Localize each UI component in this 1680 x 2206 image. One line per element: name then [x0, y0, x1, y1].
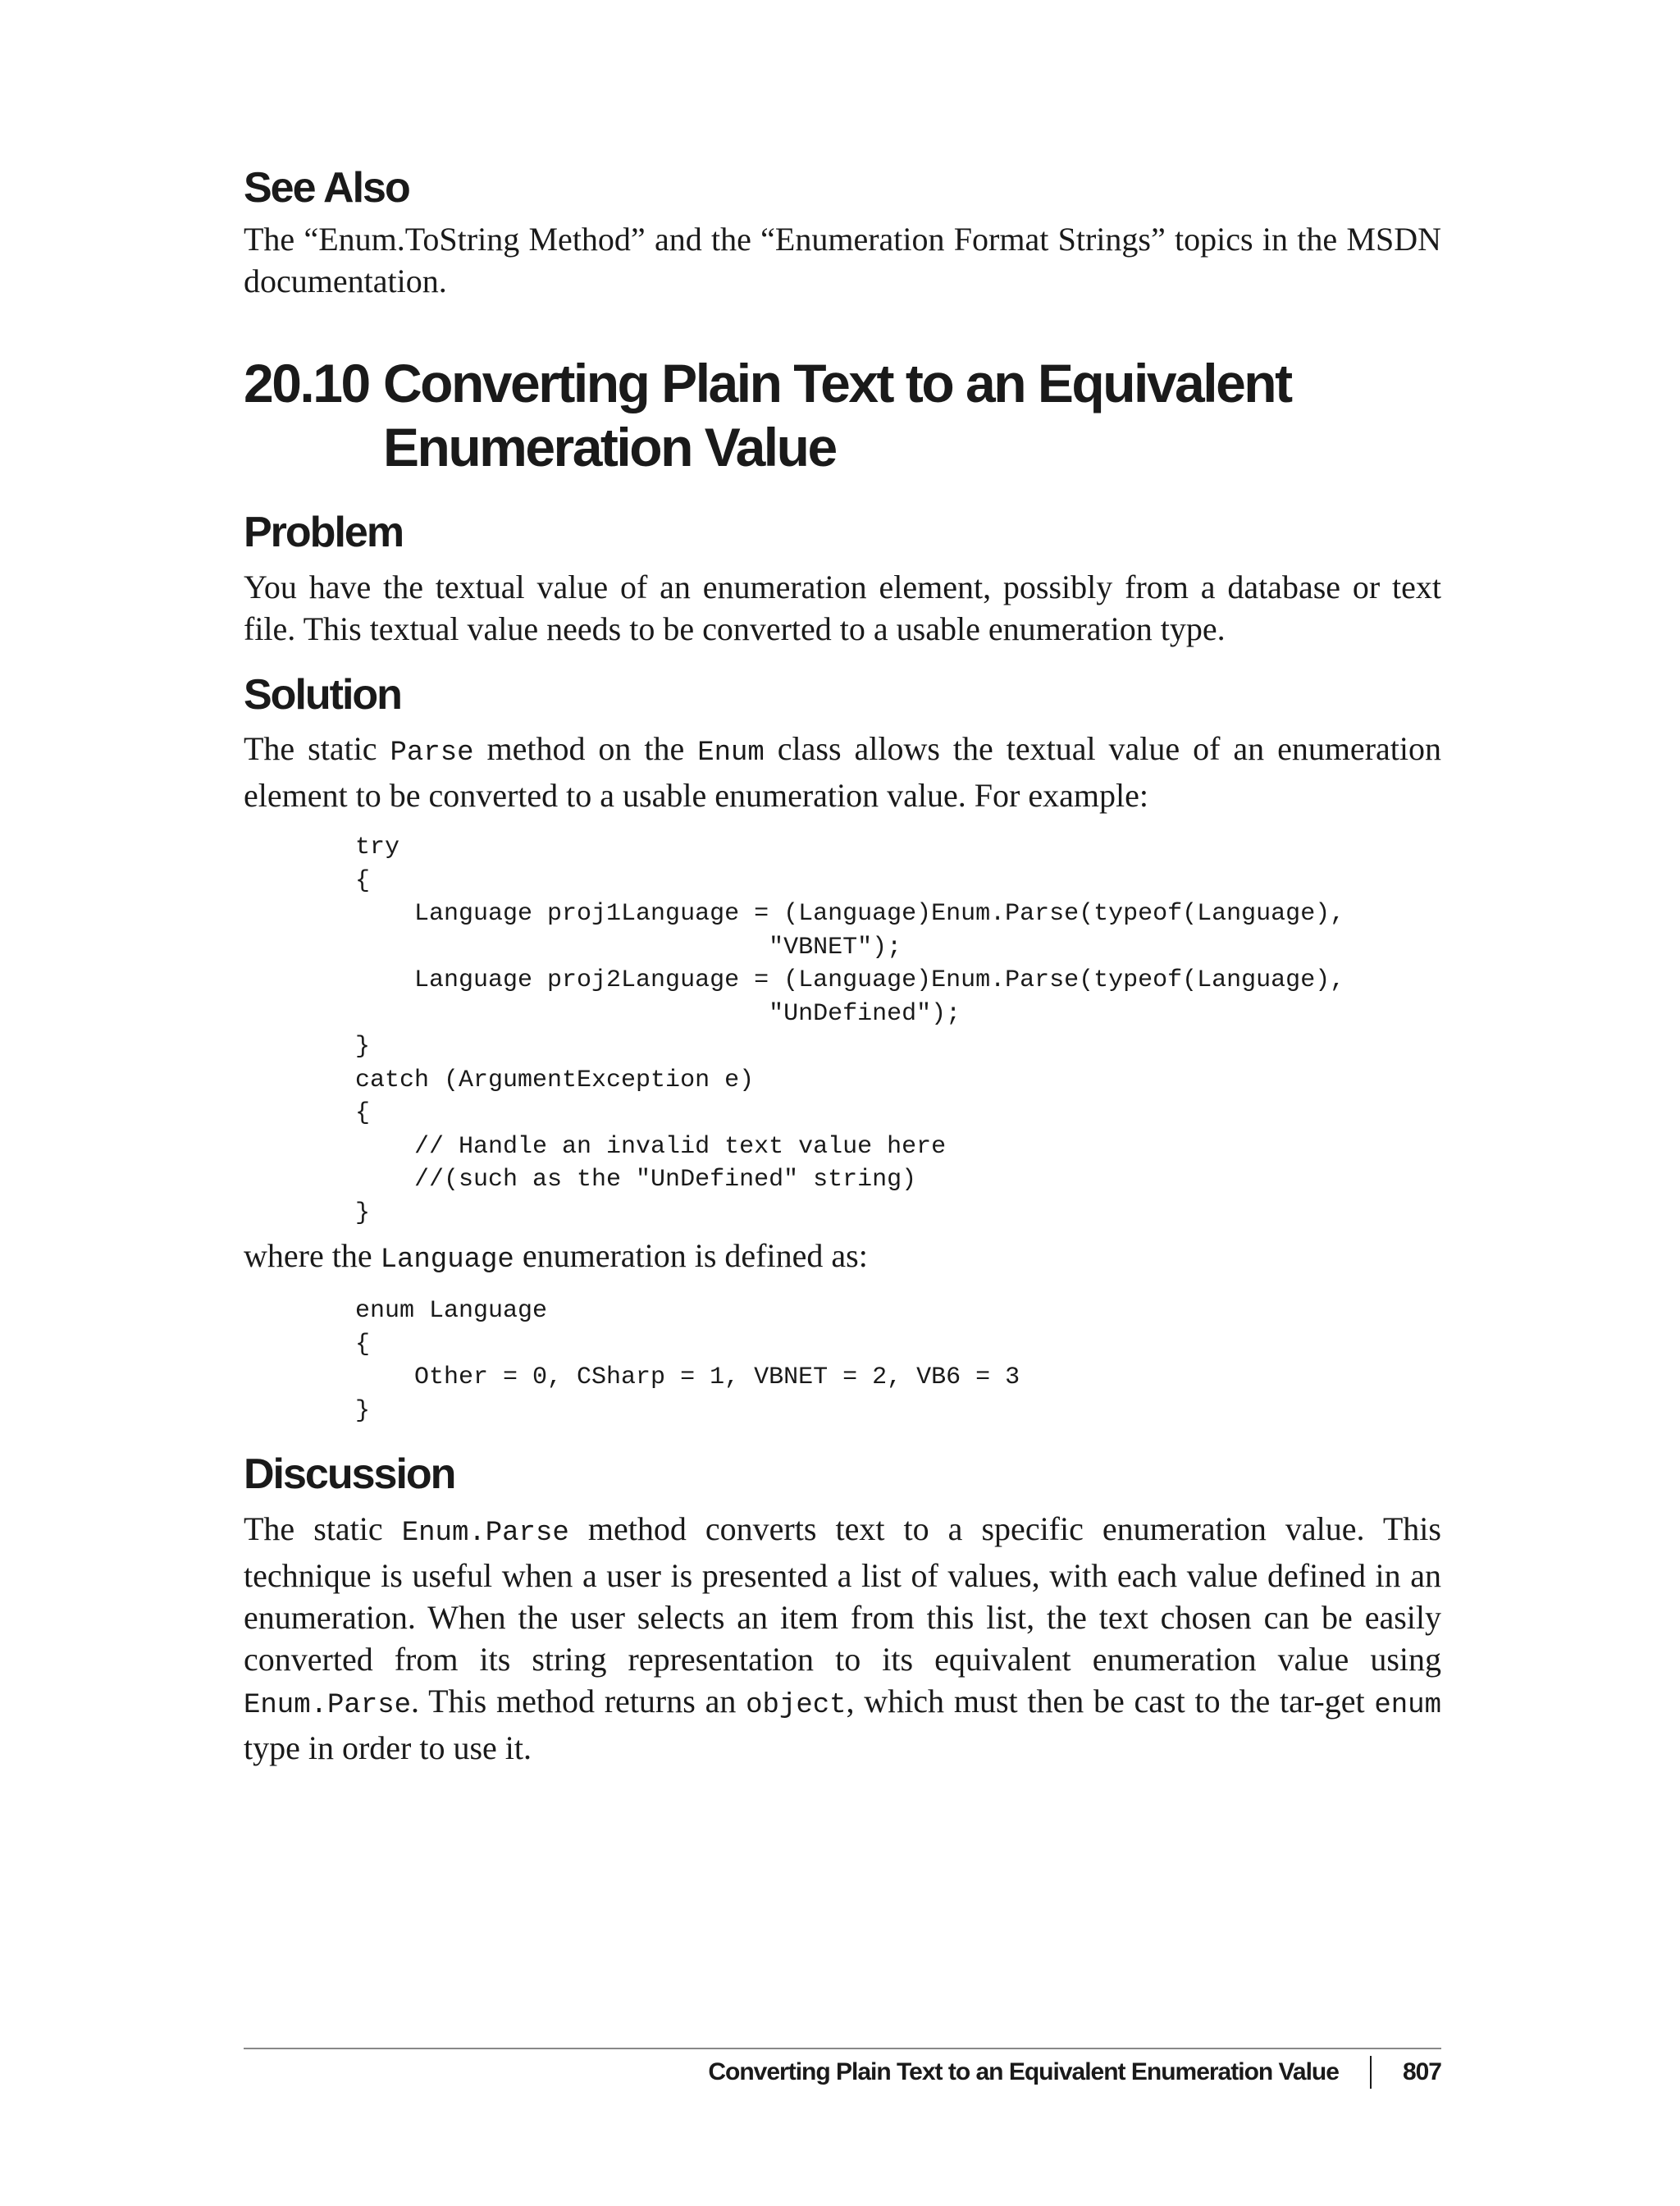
where-text: [244, 1235, 1441, 1281]
discussion-text: [244, 1508, 1441, 1769]
code-block-enum-definition: enum Language { Other = 0, CSharp = 1, VBNET = 2, VB6 = 3 }: [355, 1297, 1020, 1425]
discussion-text-1: The static: [244, 1510, 402, 1548]
discussion-code-enum-parse-2: Enum.Parse: [244, 1690, 412, 1722]
section-number: 20.10: [244, 352, 369, 413]
code-block-try-parse: try { Language proj1Language = (Language)Enum.Parse(typeof(Language), "VBNET"); Language proj2Language = (Language)Enum.Parse(typeof(Language), "UnDefined"); } catch (ArgumentException e) { // Handle an invalid text value here //(such as the "UnDefined" string) }: [355, 834, 1345, 1227]
footer-separator: [1370, 2056, 1372, 2089]
problem-text: You have the textual value of an enumeration element, possibly from a database or text file. This textual value needs to be converted to a usable enumeration type.: [244, 568, 1441, 647]
section-title: [244, 351, 1441, 479]
section-title-text: [383, 351, 1291, 479]
see-also-heading: See Also: [244, 164, 409, 212]
section-title-line-1: Converting Plain Text to an Equivalent: [383, 352, 1291, 413]
solution-intro-text-2: method on the: [473, 730, 698, 768]
discussion-text-4: , which must then be cast to the tar-get: [846, 1683, 1375, 1720]
solution-intro-text-1: The static: [244, 730, 390, 768]
discussion-text-3: . This method returns an: [411, 1683, 746, 1720]
discussion-heading: Discussion: [244, 1450, 455, 1499]
solution-intro-text-3: class allows the textual value of an enumeration element to be converted to a usable enumeration value. For example:: [244, 730, 1441, 815]
discussion-code-object: object: [746, 1690, 847, 1722]
solution-intro-code-enum: Enum: [697, 738, 765, 770]
page-number: 807: [1402, 2058, 1441, 2085]
discussion-code-enum-parse-1: Enum.Parse: [401, 1518, 569, 1550]
where-code-language: Language: [380, 1245, 514, 1277]
solution-intro-code-parse: Parse: [390, 738, 474, 770]
footer-title: Converting Plain Text to an Equivalent Enumeration Value: [708, 2058, 1339, 2085]
discussion-code-enum: enum: [1374, 1690, 1441, 1722]
discussion-text-2: method converts text to a specific enumeration value. This technique is useful when a user is presented a list of values, with each value defined in an enumeration. When the user selects an item from this list, the text chosen can be easily converted from its string representation to its equivalent enumeration value using: [244, 1510, 1441, 1678]
problem-heading: Problem: [244, 508, 404, 556]
where-text-2: enumeration is defined as:: [514, 1237, 868, 1275]
solution-heading: Solution: [244, 670, 401, 719]
discussion-text-5: type in order to use it.: [244, 1729, 532, 1767]
solution-intro: [244, 728, 1441, 816]
section-title-line-2: Enumeration Value: [383, 416, 836, 477]
footer-divider: [244, 2048, 1441, 2049]
page-footer: [708, 2056, 1441, 2089]
where-text-1: where the: [244, 1237, 381, 1275]
page-content: [244, 164, 1441, 1769]
see-also-text: The “Enum.ToString Method” and the “Enumeration Format Strings” topics in the MSDN documentation.: [244, 220, 1441, 299]
